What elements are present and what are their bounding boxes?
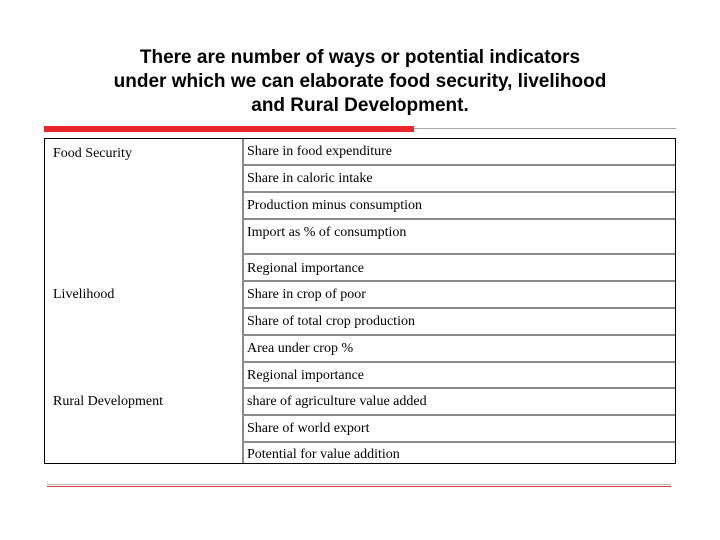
indicator-cell: Share in caloric intake [244, 166, 675, 193]
title-underline-red [44, 126, 414, 132]
indicator-cell: Regional importance [244, 363, 675, 389]
indicator-cell: Share in food expenditure [244, 139, 675, 166]
title-line-3: and Rural Development. [251, 95, 469, 116]
indicator-cell: Share in crop of poor [244, 282, 675, 309]
title-underline-gray [414, 128, 676, 129]
indicator-cell: Potential for value addition [247, 447, 400, 462]
category-food-security: Food Security [53, 146, 132, 161]
footer-rule-red [47, 486, 671, 487]
title-line-1: There are number of ways or potential indicators [139, 47, 581, 68]
indicator-cell: Production minus consumption [244, 193, 675, 220]
indicator-cell: Share of world export [244, 416, 675, 443]
indicator-cell: Area under crop % [244, 336, 675, 363]
footer-rule-gray [47, 484, 671, 485]
slide-title [40, 46, 680, 118]
indicator-cell: Share of total crop production [244, 309, 675, 336]
category-rural-development: Rural Development [53, 394, 164, 409]
indicator-cell: Import as % of consumption [244, 220, 675, 255]
indicator-cell: share of agriculture value added [244, 389, 675, 416]
indicator-table [44, 138, 676, 464]
indicator-cell: Regional importance [244, 255, 675, 282]
title-line-2: under which we can elaborate food security, livelihood [113, 71, 607, 92]
category-livelihood: Livelihood [53, 287, 115, 302]
